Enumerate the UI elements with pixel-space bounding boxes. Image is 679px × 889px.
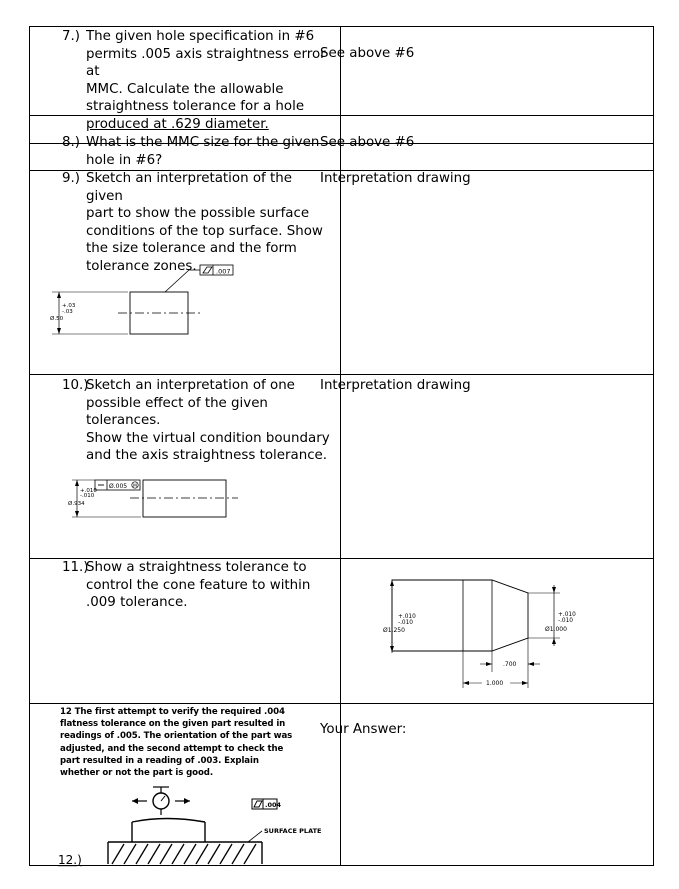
question-line: Show a straightness tolerance to bbox=[86, 560, 307, 575]
right-tol-plus: +.010 bbox=[558, 612, 576, 618]
question-number: 7.) bbox=[62, 29, 81, 44]
question-line: straightness tolerance for a hole bbox=[86, 99, 305, 114]
scan-line: whether or not the part is good. bbox=[60, 768, 213, 779]
answer-9: Interpretation drawing bbox=[320, 171, 471, 186]
tol-minus: -.010 bbox=[80, 493, 95, 499]
question-number: 11.) bbox=[62, 560, 89, 575]
fcf-value: .007 bbox=[216, 267, 231, 276]
question-line: the size tolerance and the form bbox=[86, 241, 297, 256]
question-line: hole in #6? bbox=[86, 152, 163, 168]
tol-plus: +.03 bbox=[62, 303, 76, 309]
scan-line: 12 The first attempt to verify the required .004 bbox=[60, 707, 285, 717]
right-diameter-label: Ø1.000 bbox=[545, 626, 567, 633]
diameter-label: Ø.50 bbox=[50, 316, 64, 322]
dim-short-label: .700 bbox=[503, 661, 517, 668]
question-number: 12.) bbox=[58, 853, 82, 867]
fcf-value: Ø.005 bbox=[109, 483, 128, 490]
scan-line: flatness tolerance on the given part resulted in bbox=[60, 719, 286, 730]
question-line: What is the MMC size for the given bbox=[86, 135, 320, 150]
question-line: MMC. Calculate the allowable bbox=[86, 81, 284, 97]
question-line: Sketch an interpretation of one bbox=[86, 378, 295, 393]
answer-12: Your Answer: bbox=[320, 722, 407, 737]
right-tol-minus: -.010 bbox=[558, 618, 573, 624]
modifier-label: M bbox=[133, 484, 137, 490]
leader-line bbox=[248, 831, 262, 842]
question-line: .009 tolerance. bbox=[86, 595, 188, 610]
question-line: produced at .629 diameter. bbox=[86, 116, 269, 132]
surface-plate-label: SURFACE PLATE bbox=[264, 827, 322, 835]
question-line: conditions of the top surface. Show bbox=[86, 223, 323, 239]
scan-line: readings of .005. The orientation of the part was bbox=[60, 731, 293, 742]
question-line: permits .005 axis straightness error at bbox=[86, 46, 326, 79]
dim-long-label: 1.000 bbox=[486, 680, 504, 687]
left-tol-plus: +.010 bbox=[398, 614, 416, 620]
question-line: Sketch an interpretation of the given bbox=[86, 171, 292, 204]
tol-minus: -.03 bbox=[62, 309, 73, 315]
question-number: 9.) bbox=[62, 171, 81, 186]
question-line: part to show the possible surface bbox=[86, 206, 310, 221]
question-line: control the cone feature to within bbox=[86, 577, 311, 593]
question-line: tolerance zones. bbox=[86, 258, 197, 274]
diameter-label: Ø.934 bbox=[68, 501, 85, 507]
part-surface bbox=[132, 819, 205, 823]
surface-plate-hatching bbox=[112, 844, 256, 864]
question-line: possible effect of the given tolerances. bbox=[86, 395, 268, 428]
scan-line: part resulted in a reading of .003. Explain bbox=[60, 755, 259, 766]
left-diameter-label: Ø1.250 bbox=[383, 627, 405, 634]
tol-plus: +.010 bbox=[80, 488, 97, 494]
question-number: 8.) bbox=[62, 135, 81, 150]
left-tol-minus: -.010 bbox=[398, 620, 413, 626]
question-line: and the axis straightness tolerance. bbox=[86, 448, 328, 463]
question-line: The given hole specification in #6 bbox=[86, 29, 315, 44]
answer-8: See above #6 bbox=[320, 135, 415, 150]
answer-7: See above #6 bbox=[320, 46, 415, 61]
question-number: 10.) bbox=[62, 378, 89, 393]
scan-line: adjusted, and the second attempt to check the bbox=[60, 743, 284, 754]
answer-10: Interpretation drawing bbox=[320, 378, 471, 393]
fcf-value: .004 bbox=[265, 801, 282, 809]
question-line: Show the virtual condition boundary bbox=[86, 430, 330, 446]
